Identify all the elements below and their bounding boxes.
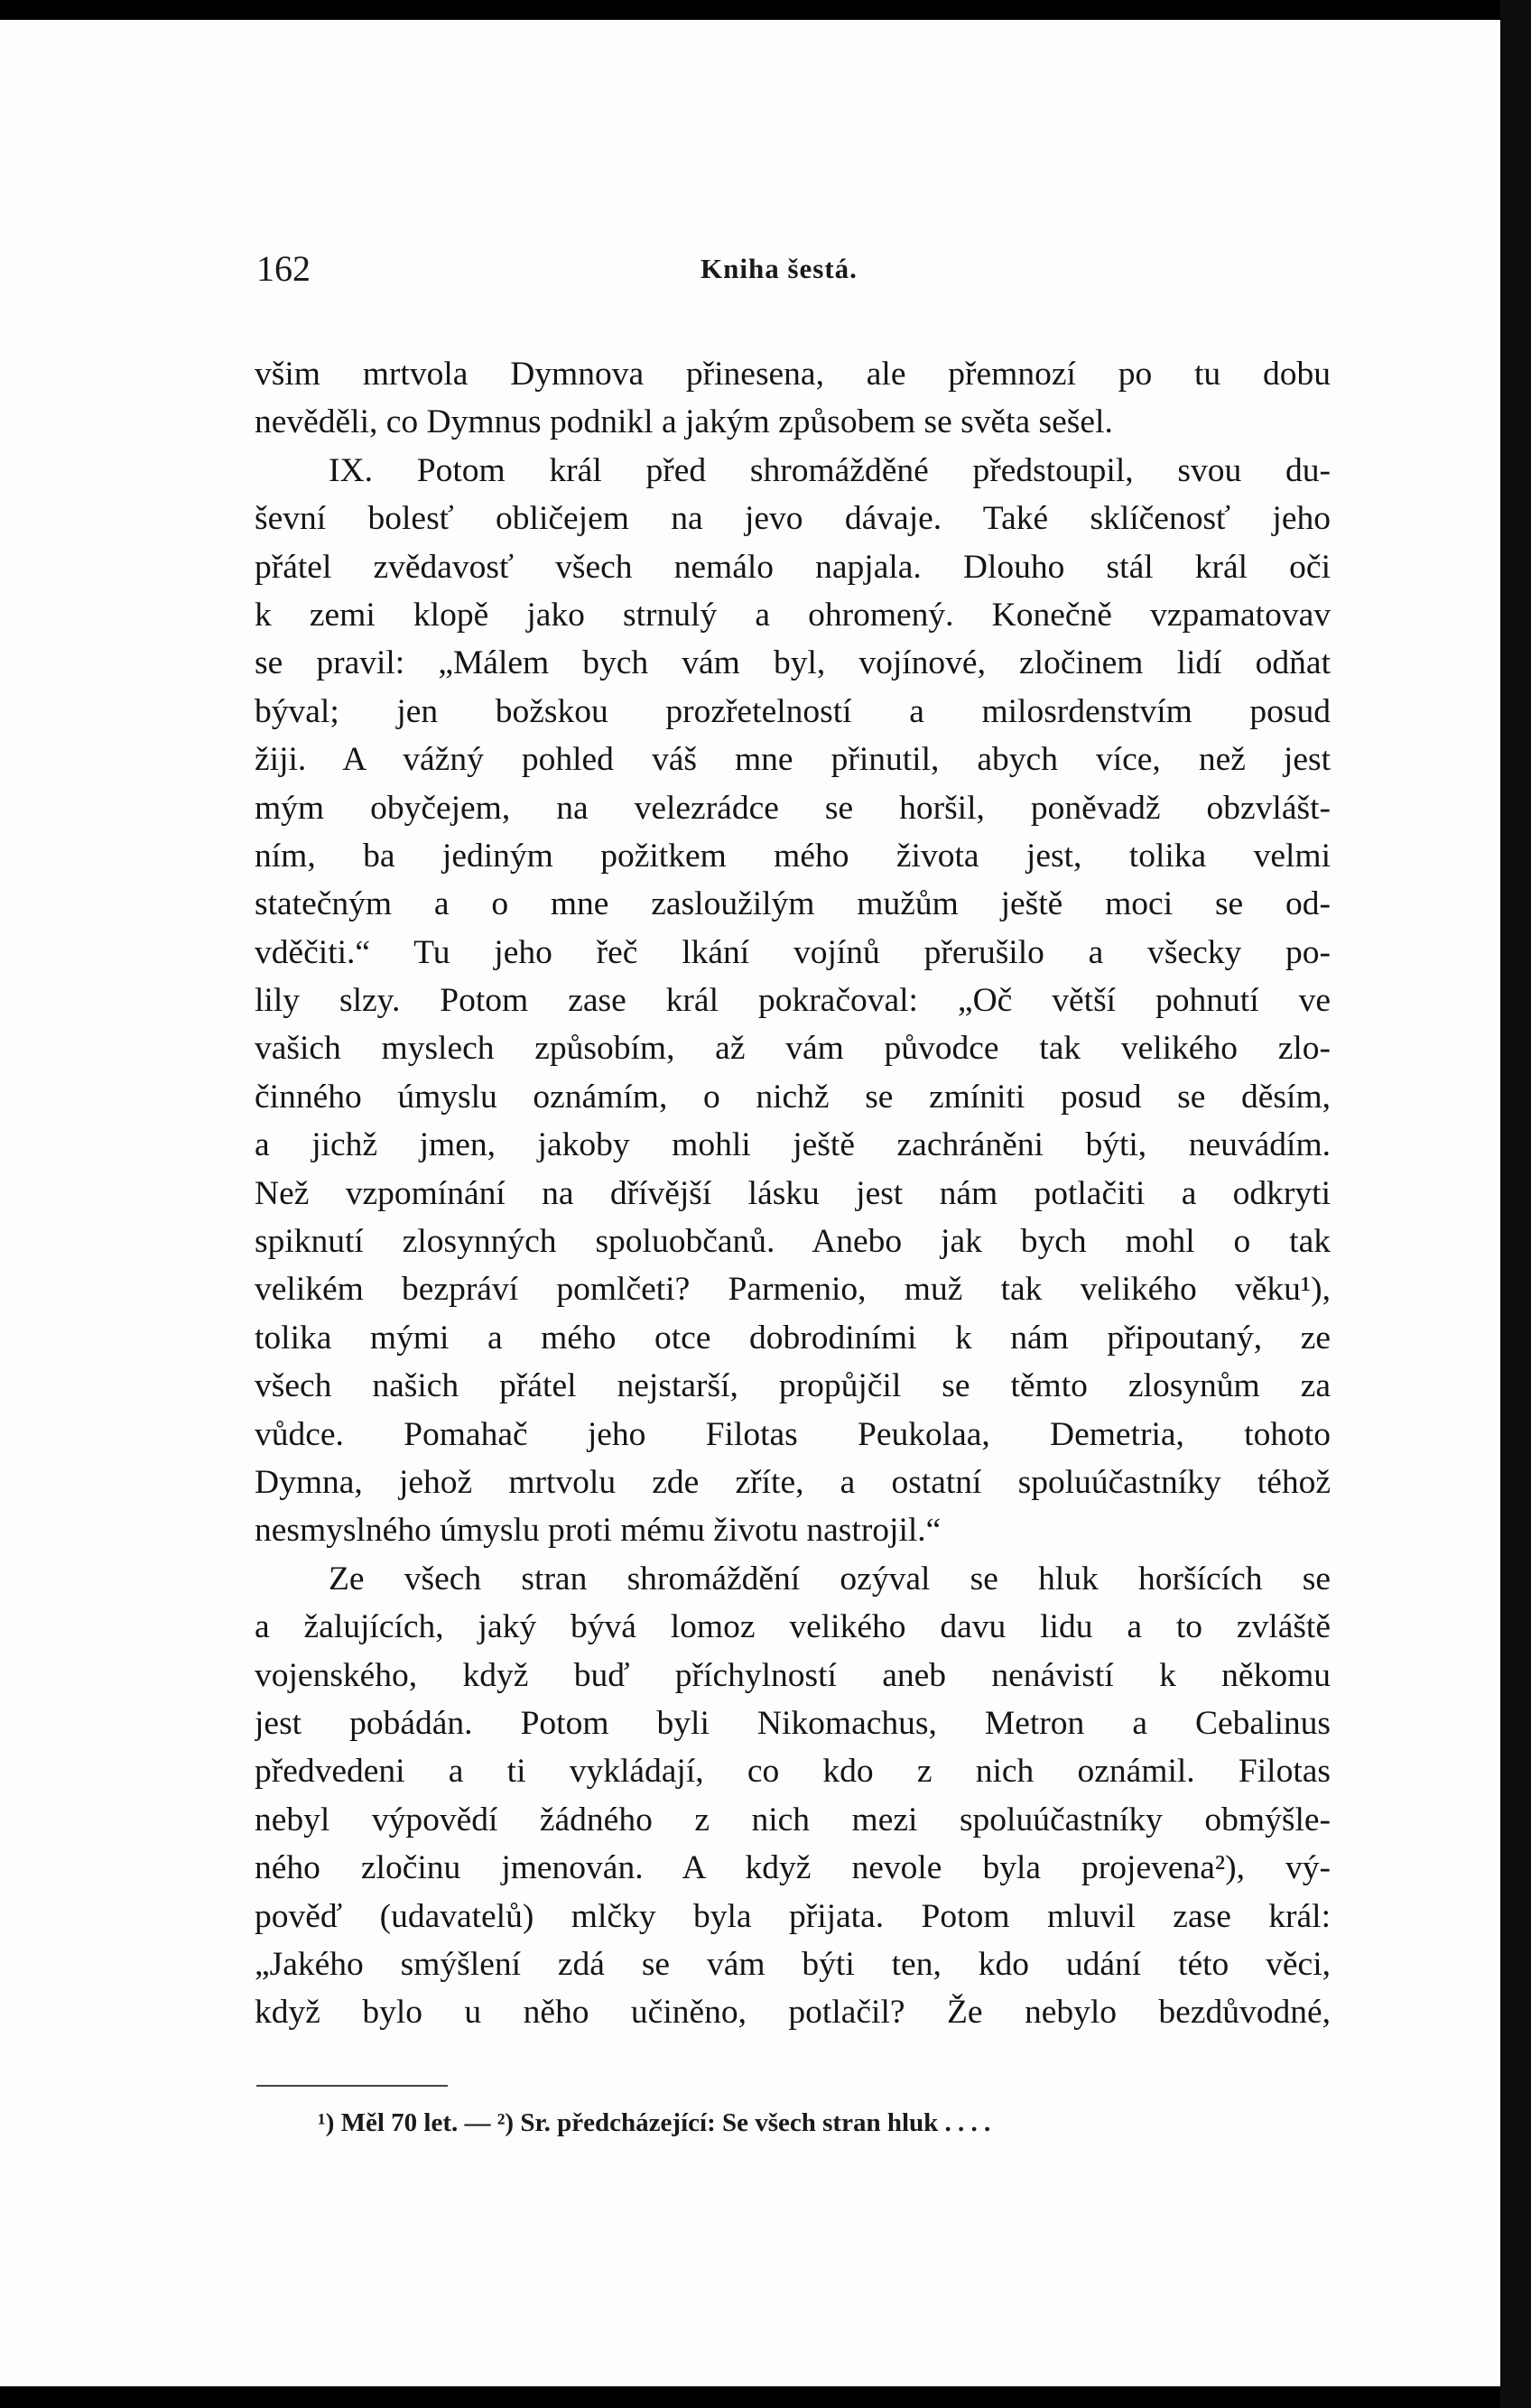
text-line: když bylo u něho učiněno, potlačil? Že nebylo bezdůvodné, [255, 1994, 1331, 2032]
text-line: ševní bolesť obličejem na jevo dávaje. Také sklíčenosť jeho [255, 500, 1331, 538]
text-line: nebyl výpovědí žádného z nich mezi spoluúčastníky obmýšle- [255, 1801, 1331, 1838]
footnote-divider [256, 2085, 448, 2087]
running-head [256, 247, 1340, 301]
text-line: žiji. A vážný pohled váš mne přinutil, abych více, než jest [255, 741, 1331, 779]
text-line: ného zločinu jmenován. A když nevole byla projevena²), vý- [255, 1849, 1331, 1887]
text-line: nevěděli, co Dymnus podnikl a jakým způsobem se světa sešel. [255, 403, 1113, 441]
text-line: jest pobádán. Potom byli Nikomachus, Metron a Cebalinus [255, 1704, 1331, 1742]
text-line: tolika mými a mého otce dobrodiními k nám připoutaný, ze [255, 1319, 1331, 1357]
text-line: Než vzpomínání na dřívější lásku jest nám potlačiti a odkryti [255, 1174, 1331, 1212]
text-line: předvedeni a ti vykládají, co kdo z nich oznámil. Filotas [255, 1753, 1331, 1791]
text-line: vašich myslech způsobím, až vám původce tak velikého zlo- [255, 1030, 1331, 1068]
text-line: mým obyčejem, na velezrádce se horšil, poněvadž obzvlášt- [255, 789, 1331, 827]
text-line: všech našich přátel nejstarší, propůjčil se těmto zlosynům za [255, 1367, 1331, 1405]
text-line: spiknutí zlosynných spoluobčanů. Anebo jak bych mohl o tak [255, 1223, 1331, 1261]
text-line: statečným a o mne zasloužilým mužům ještě moci se od- [255, 885, 1331, 923]
text-line: všim mrtvola Dymnova přinesena, ale přemnozí po tu dobu [255, 356, 1331, 393]
chapter-title: Kniha šestá. [701, 253, 858, 284]
text-line: vůdce. Pomahač jeho Filotas Peukolaa, Demetria, tohoto [255, 1415, 1331, 1453]
text-line: Ze všech stran shromáždění ozýval se hluk horšících se [329, 1560, 1331, 1598]
text-line: lily slzy. Potom zase král pokračoval: „Oč větší pohnutí ve [255, 982, 1331, 1020]
text-line: IX. Potom král před shromážděné předstoupil, svou du- [329, 451, 1331, 489]
text-line: pověď (udavatelů) mlčky byla přijata. Potom mluvil zase král: [255, 1897, 1331, 1935]
page-number: 162 [256, 248, 311, 289]
text-line: k zemi klopě jako strnulý a ohromený. Konečně vzpamatovav [255, 596, 1331, 634]
text-line: vděčiti.“ Tu jeho řeč lkání vojínů přerušilo a všecky po- [255, 933, 1331, 971]
paper-sheet [0, 20, 1500, 2386]
text-line: Dymna, jehož mrtvolu zde zříte, a ostatní spoluúčastníky téhož [255, 1463, 1331, 1501]
text-line: přátel zvědavosť všech nemálo napjala. Dlouho stál král oči [255, 548, 1331, 586]
text-line: velikém bezpráví pomlčeti? Parmenio, muž tak velikého věku¹), [255, 1271, 1331, 1309]
footnotes: ¹) Měl 70 let. — ²) Sr. předcházející: Se všech stran hluk . . . . [318, 2108, 991, 2137]
text-line: býval; jen božskou prozřetelností a milosrdenstvím posud [255, 692, 1331, 730]
text-line: vojenského, když buď příchylností aneb nenávistí k někomu [255, 1656, 1331, 1694]
text-line: ním, ba jediným požitkem mého života jest, tolika velmi [255, 837, 1331, 875]
text-line: nesmyslného úmyslu proti mému životu nastrojil.“ [255, 1512, 942, 1550]
text-line: se pravil: „Málem bych vám byl, vojínové, zločinem lidí odňat [255, 644, 1331, 682]
text-line: „Jakého smýšlení zdá se vám býti ten, kdo udání této věci, [255, 1945, 1331, 1983]
text-line: a žalujících, jaký bývá lomoz velikého davu lidu a to zvláště [255, 1608, 1331, 1646]
body-text [255, 350, 1331, 2037]
scan-edge [1500, 0, 1531, 2408]
text-line: a jichž jmen, jakoby mohli ještě zachráněni býti, neuvádím. [255, 1126, 1331, 1164]
text-line: činného úmyslu oznámím, o nichž se zmíniti posud se děsím, [255, 1078, 1331, 1116]
